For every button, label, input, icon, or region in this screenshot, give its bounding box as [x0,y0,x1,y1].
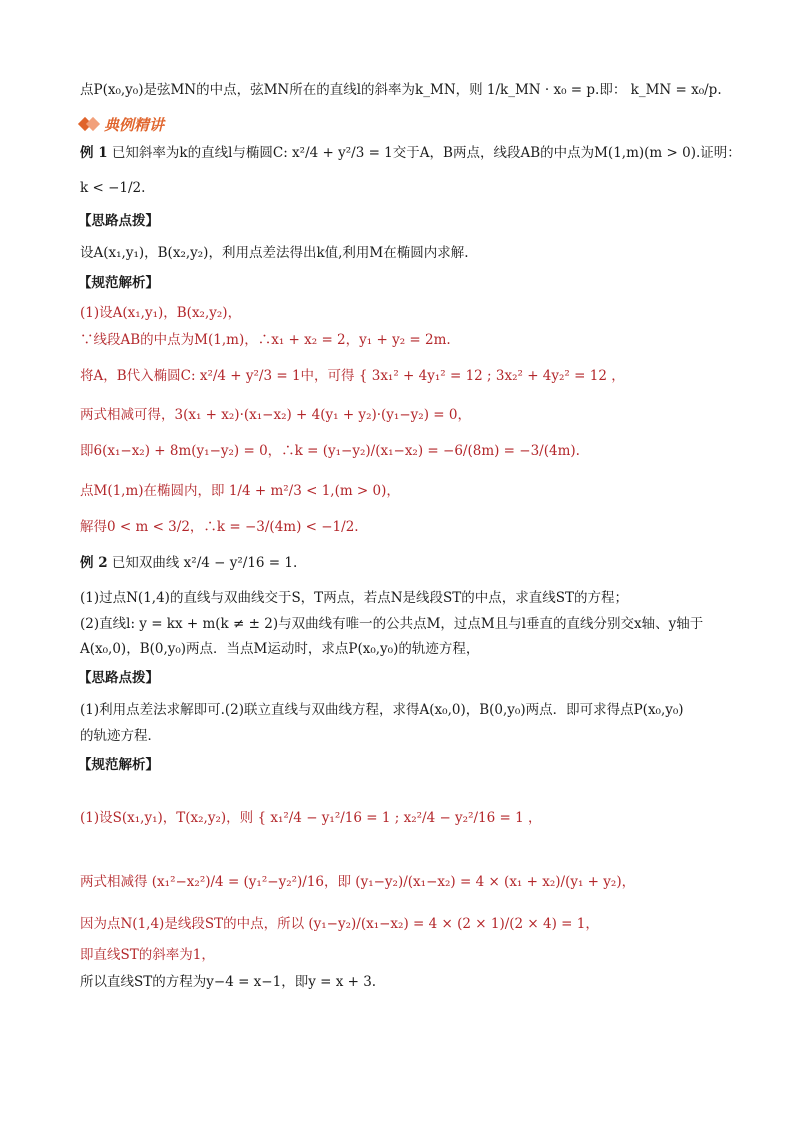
solution-line: 将A，B代入椭圆C: x²/4 + y²/3 = 1中，可得 { 3x₁² + 4y₁² = 12 ; 3x₂² + 4y₂² = 12 ， [80,368,625,384]
question-1: (1)过点N(1,4)的直线与双曲线交于S，T两点，若点N是线段ST的中点，求直线ST的方程； [80,590,629,606]
section-banner [80,113,164,135]
solution-line: 即6(x₁−x₂) + 8m(y₁−y₂) = 0，∴k = (y₁−y₂)/(x₁−x₂) = −6/(8m) = −3/(4m). [80,443,580,459]
hint-heading: 【思路点拨】 [78,213,159,229]
example-text: 已知双曲线 x²/4 − y²/16 = 1. [111,555,298,571]
question-2: (2)直线l: y = kx + m(k ≠ ± 2)与双曲线有唯一的公共点M，过点M且与l垂直的直线分别交x轴、y轴于 [80,616,704,632]
solution-line: 所以直线ST的方程为y−4 = x−1，即y = x + 3. [80,974,377,990]
solution-line: ∵线段AB的中点为M(1,m)，∴x₁ + x₂ = 2，y₁ + y₂ = 2m. [80,332,451,348]
hint-text: 设A(x₁,y₁)，B(x₂,y₂)，利用点差法得出k值,利用M在椭圆内求解. [80,245,469,261]
hint-text: (1)利用点差法求解即可.(2)联立直线与双曲线方程，求得A(x₀,0)，B(0,y₀)两点．即可求得点P(x₀,y₀) [80,702,684,718]
solution-line: 两式相减得 (x₁²−x₂²)/4 = (y₁²−y₂²)/16，即 (y₁−y₂)/(x₁−x₂) = 4 × (x₁ + x₂)/(y₁ + y₂)， [80,874,636,890]
example-label: 例 2 [80,555,108,571]
solution-heading: 【规范解析】 [78,275,159,291]
solution-line: (1)设A(x₁,y₁)，B(x₂,y₂)， [80,305,242,321]
example-2-statement [80,553,297,573]
solution-line: 两式相减可得，3(x₁ + x₂)·(x₁−x₂) + 4(y₁ + y₂)·(y₁−y₂) = 0， [80,407,471,423]
example-text: 已知斜率为k的直线l与椭圆C: x²/4 + y²/3 = 1交于A，B两点，线段AB的中点为M(1,m)(m > 0).证明： [111,145,741,161]
intro-text: 点P(x₀,y₀)是弦MN的中点，弦MN所在的直线l的斜率为k_MN，则 1/k_MN · x₀ = p.即： k_MN = x₀/p. [80,82,722,98]
solution-line: 点M(1,m)在椭圆内，即 1/4 + m²/3 < 1,(m > 0)， [80,483,400,499]
section-title: 典例精讲 [104,115,165,134]
solution-line: 即直线ST的斜率为1， [80,947,215,963]
example-1-statement-cont: k < −1/2. [80,180,146,196]
example-1-statement [80,143,741,163]
solution-heading: 【规范解析】 [78,757,159,773]
hint-text-cont: 的轨迹方程． [80,728,161,744]
solution-line: 解得0 < m < 3/2，∴k = −3/(4m) < −1/2. [80,519,359,535]
solution-line: (1)设S(x₁,y₁)，T(x₂,y₂)，则 { x₁²/4 − y₁²/16 = 1 ; x₂²/4 − y₂²/16 = 1 ， [80,810,542,826]
solution-line: 因为点N(1,4)是线段ST的中点，所以 (y₁−y₂)/(x₁−x₂) = 4 × (2 × 1)/(2 × 4) = 1， [80,916,599,932]
hint-heading: 【思路点拨】 [78,670,159,686]
question-2-cont: A(x₀,0)，B(0,y₀)两点．当点M运动时，求点P(x₀,y₀)的轨迹方程， [80,641,480,657]
example-label: 例 1 [80,145,108,161]
